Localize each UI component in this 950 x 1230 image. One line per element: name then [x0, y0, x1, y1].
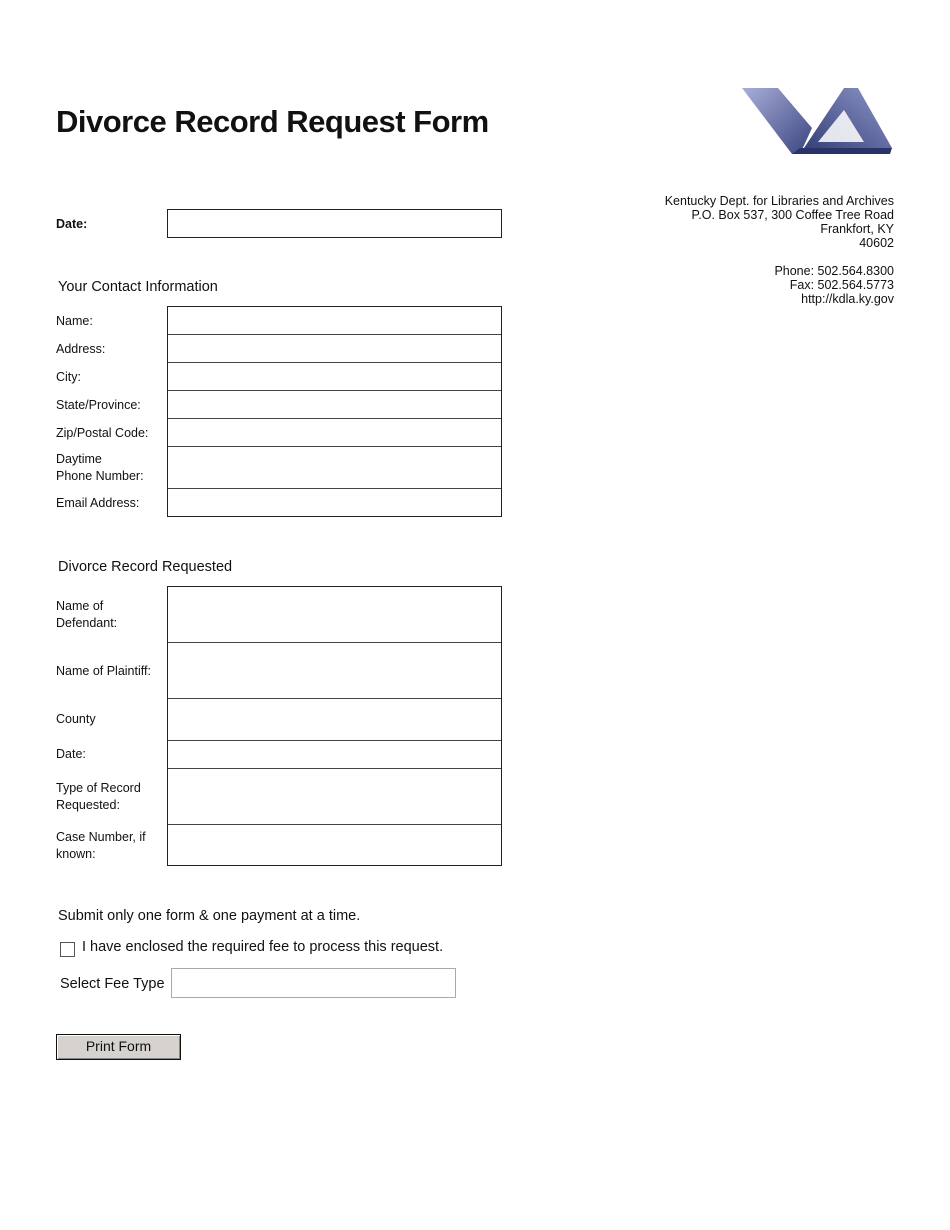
- fee-enclosed-label: I have enclosed the required fee to process this request.: [82, 939, 444, 955]
- record-type-field[interactable]: [168, 769, 501, 825]
- name-label: Name:: [56, 314, 93, 328]
- kdla-logo: [740, 82, 895, 164]
- daytime-label: Daytime: [56, 452, 102, 466]
- city-field[interactable]: [168, 363, 501, 391]
- county-field[interactable]: [168, 699, 501, 741]
- case-number-label-line1: Case Number, if: [56, 830, 146, 844]
- county-label: County: [56, 712, 96, 726]
- phone-number: Phone: 502.564.8300: [774, 264, 894, 278]
- fee-type-label: Select Fee Type: [60, 976, 165, 992]
- phone-field[interactable]: [168, 447, 501, 489]
- record-heading: Divorce Record Requested: [58, 559, 233, 575]
- zip-field[interactable]: [168, 419, 501, 447]
- defendant-label-line2: Defendant:: [56, 616, 118, 630]
- email-label: Email Address:: [56, 496, 140, 510]
- case-number-field[interactable]: [168, 825, 501, 865]
- case-number-label-line2: known:: [56, 847, 96, 861]
- defendant-label-line1: Name of: [56, 599, 104, 613]
- record-date-label: Date:: [56, 747, 86, 761]
- fee-enclosed-checkbox[interactable]: [60, 942, 75, 957]
- plaintiff-field[interactable]: [168, 643, 501, 699]
- contact-fields-box: [167, 306, 502, 517]
- record-fields-box: [167, 586, 502, 866]
- city-state: Frankfort, KY: [820, 222, 894, 236]
- email-field[interactable]: [168, 489, 501, 516]
- record-date-field[interactable]: [168, 741, 501, 769]
- date-field[interactable]: [167, 209, 502, 238]
- zip-code: 40602: [859, 236, 894, 250]
- record-type-label-line2: Requested:: [56, 798, 120, 812]
- page-title: Divorce Record Request Form: [56, 104, 489, 139]
- address-label: Address:: [56, 342, 106, 356]
- address-field[interactable]: [168, 335, 501, 363]
- street-address: P.O. Box 537, 300 Coffee Tree Road: [691, 208, 894, 222]
- phone-number-label: Phone Number:: [56, 469, 144, 483]
- state-field[interactable]: [168, 391, 501, 419]
- city-label: City:: [56, 370, 81, 384]
- contact-heading: Your Contact Information: [58, 279, 218, 295]
- state-label: State/Province:: [56, 398, 141, 412]
- address-block: [665, 194, 894, 306]
- org-name: Kentucky Dept. for Libraries and Archives: [664, 194, 894, 208]
- fax-number: Fax: 502.564.5773: [789, 278, 894, 292]
- zip-label: Zip/Postal Code:: [56, 426, 149, 440]
- plaintiff-label: Name of Plaintiff:: [56, 664, 151, 678]
- submission-note: Submit only one form & one payment at a time.: [58, 908, 361, 924]
- defendant-field[interactable]: [168, 587, 501, 643]
- record-type-label-line1: Type of Record: [56, 781, 141, 795]
- date-label: Date:: [56, 217, 88, 231]
- website-url: http://kdla.ky.gov: [801, 292, 894, 306]
- name-field[interactable]: [168, 307, 501, 335]
- print-form-button[interactable]: Print Form: [56, 1034, 181, 1060]
- fee-type-select[interactable]: [171, 968, 456, 998]
